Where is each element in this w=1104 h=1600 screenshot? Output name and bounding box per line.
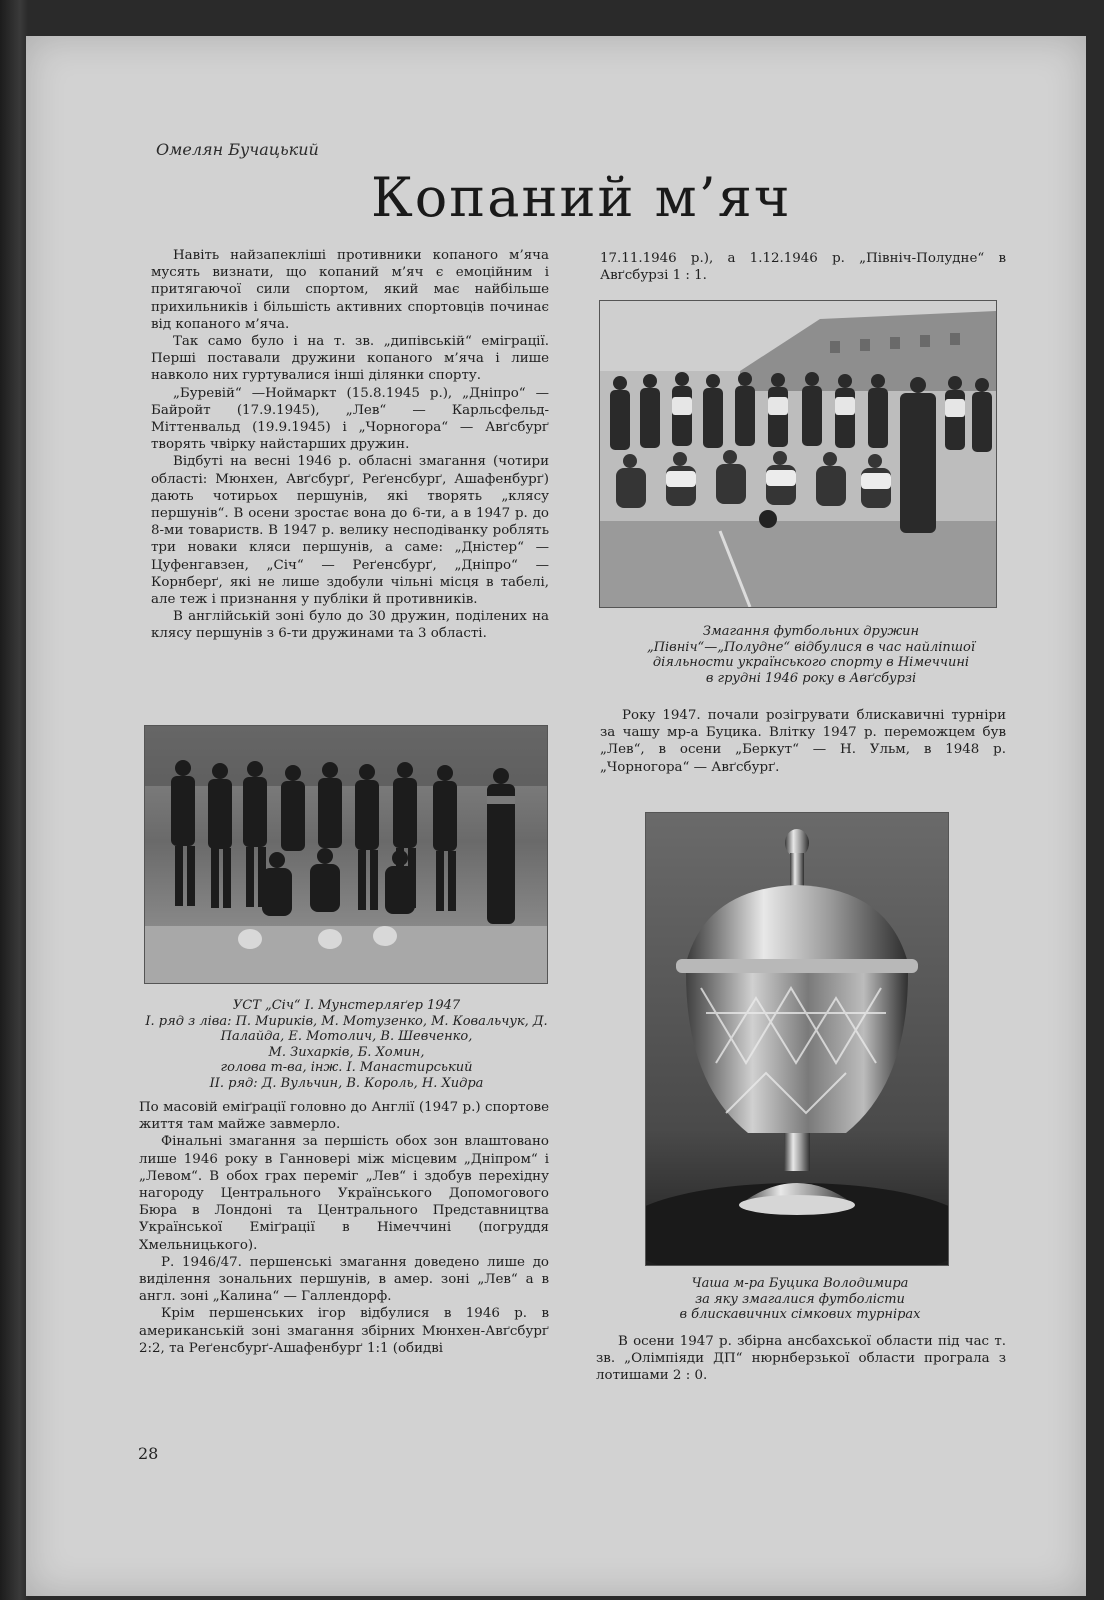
right-column-bottom-text: [596, 1333, 1006, 1385]
caption-line: М. Зихарків, Б. Хомин,: [268, 1044, 425, 1060]
paragraph: Року 1947. почали розігрувати блискавичні турніри за чашу мр-а Буцика. Влітку 1947 р. переможцем був „Лев“, в осени „Беркут“ — Н. Ульм, в 1948 р. „Чорногора“ — Авґсбурґ.: [600, 708, 1006, 775]
right-column-top-text: [600, 250, 1006, 284]
trophy-cup-caption: [644, 1276, 956, 1323]
paragraph: Р. 1946/47. першенські змагання доведено лише до виділення зональних першунів, в амер. зоні „Лев“ а в англ. зоні „Калина“ — Галлендорф.: [139, 1254, 549, 1305]
paragraph: Навіть найзапекліші противники копаного м’яча мусять визнати, що копаний м’яч є емоційним і притягаючої сили спортом, який має найбільше прихильників і більшість активних спортовців починає від копаного м’яча.: [151, 248, 549, 332]
article-author: Омелян Бучацький: [156, 140, 319, 159]
caption-line: І. ряд з ліва: П. Мириків, М. Мотузенко, М. Ковальчук, Д. Палайда, Е. Мотолич, В. Шевченко,: [145, 1013, 548, 1044]
page-number: 28: [138, 1444, 159, 1463]
team-photo-caption: [144, 998, 549, 1091]
left-column-bottom-text: [139, 1099, 549, 1357]
paragraph: В осени 1947 р. збірна ансбахської области під час т. зв. „Олімпіяди ДП“ нюрнберзької области програла з лотишами 2 : 0.: [596, 1334, 1006, 1384]
paragraph: В англійській зоні було до 30 дружин, поділених на клясу першунів з 6-ти дружинами та 3 області.: [151, 609, 549, 642]
right-column-middle-text: [600, 707, 1006, 776]
caption-line: голова т-ва, інж. І. Манастирський: [220, 1060, 473, 1075]
article-title: Копаний м’яч: [371, 166, 792, 229]
paragraph: Відбуті на весні 1946 р. обласні змагання (чотири області: Мюнхен, Авґсбурґ, Реґенсбурґ, Ашафенбурґ) дають чотирьох першунів, які творять „клясу першунів“. В осени зростає вона до 6-ти, а в 1947 р. до 8-ми товариств. В 1947 р. велику несподіванку роблять три новаки кляси першунів, а саме: „Дністер“ — Цуфенгавзен, „Січ“ — Реґенсбурґ, „Дніпро“ — Корнберґ, які не лише здобули чільні місця в табелі, але теж і признання у публіки й противників.: [151, 454, 549, 608]
caption-line: в блискавичних сімкових турнірах: [679, 1307, 921, 1322]
caption-line: в грудні 1946 року в Авґсбурзі: [705, 670, 917, 686]
left-column-top-text: [151, 247, 549, 643]
caption-line: Чаша м-ра Буцика Володимира: [691, 1276, 909, 1291]
match-teams-photo: [599, 300, 997, 608]
caption-line: Змагання футбольних дружин: [702, 624, 920, 639]
paragraph: 17.11.1946 р.), а 1.12.1946 р. „Північ-Полудне“ в Авґсбурзі 1 : 1.: [600, 251, 1006, 284]
caption-line: ІІ. ряд: Д. Вульчин, В. Король, Н. Хидра: [209, 1075, 484, 1091]
paragraph: По масовій еміґрації головно до Англії (1947 р.) спортове життя там майже завмерло.: [139, 1100, 549, 1133]
match-photo-caption: [636, 624, 986, 686]
paragraph: Крім першенських ігор відбулися в 1946 р. в американській зоні змагання збірних Мюнхен-Авґсбурґ 2:2, та Реґенсбурґ-Ашафенбурґ 1:1 (обидві: [139, 1306, 549, 1356]
magazine-page: [26, 36, 1086, 1596]
caption-line: УСТ „Січ“ І. Мунстерляґер 1947: [232, 998, 461, 1013]
paragraph: Фінальні змагання за першість обох зон влаштовано лише 1946 року в Ганновері між місцевим „Дніпром“ і „Левом“. В обох грах переміг „Лев“ і здобув перехідну нагороду Центрального Українського Допомогового Бюра в Лондоні та Центрального Представництва Української Еміґрації в Німеччині (погруддя Хмельницького).: [139, 1134, 549, 1253]
caption-line: за яку змагалися футболісти: [695, 1291, 905, 1307]
caption-line: „Північ“—„Полудне“ відбулися в час найліпшої діяльности українського спорту в Німеччині: [646, 639, 976, 670]
paragraph: Так само було і на т. зв. „дипівській“ еміграції. Перші поставали дружини копаного м’яча і лише навколо них гуртувалися інші ділянки спорту.: [151, 334, 549, 384]
trophy-cup-photo: [645, 812, 949, 1266]
paragraph: „Буревій“ —Ноймаркт (15.8.1945 р.), „Дніпро“ — Байройт (17.9.1945), „Лев“ — Карльсфельд-Міттенвальд (19.9.1945) і „Чорногора“ — Авґсбурґ творять чвірку найстарших дружин.: [151, 385, 549, 453]
team-photo-sich: [144, 725, 548, 984]
